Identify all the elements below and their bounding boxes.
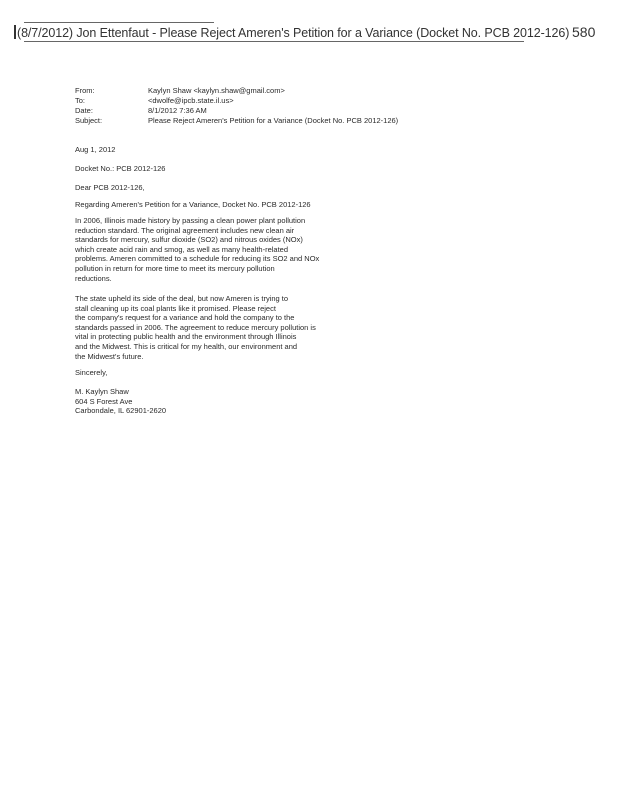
text-line: reductions. — [75, 273, 112, 283]
text-line: and the Midwest. This is critical for my health, our environment and — [75, 341, 298, 351]
document-header — [14, 25, 569, 40]
letter-date: Aug 1, 2012 — [75, 145, 116, 154]
letter-paragraph-2 — [75, 294, 345, 361]
text-line: the company's request for a variance and hold the company to the — [75, 313, 295, 323]
text-line: problems. Ameren committed to a schedule for reducing its SO2 and NOx — [75, 254, 320, 264]
signature-address: 604 S Forest Ave — [75, 396, 133, 406]
meta-date: Date: 8/1/2012 7:36 AM — [75, 106, 207, 115]
letter-paragraph-1 — [75, 216, 345, 283]
signature-city: Carbondale, IL 62901-2620 — [75, 406, 167, 416]
meta-subject: Subject: Please Reject Ameren's Petition for a Variance (Docket No. PCB 2012-126) — [75, 116, 399, 125]
text-line: The state upheld its side of the deal, but now Ameren is trying to — [75, 294, 289, 303]
letter-closing: Sincerely, — [75, 368, 108, 377]
text-line: pollution in return for more time to meet its mercury pollution — [75, 263, 275, 273]
email-meta — [75, 86, 398, 126]
letter-salutation: Dear PCB 2012-126, — [75, 183, 145, 192]
text-line: standards passed in 2006. The agreement to reduce mercury pollution is — [75, 322, 316, 332]
text-line: In 2006, Illinois made history by passing a clean power plant pollution — [75, 216, 306, 225]
letter-docket: Docket No.: PCB 2012-126 — [75, 164, 166, 173]
header-rule-bottom — [24, 41, 524, 42]
header-bar — [14, 25, 16, 39]
text-line: reduction standard. The original agreement includes new clean air — [75, 225, 295, 235]
meta-to: To: <dwolfe@ipcb.state.il.us> — [75, 96, 234, 105]
signature-name: M. Kaylyn Shaw — [75, 387, 129, 396]
text-line: stall cleaning up its coal plants like it promised. Please reject — [75, 303, 276, 313]
header-title: (8/7/2012) Jon Ettenfaut - Please Reject Ameren's Petition for a Variance (Docket No. PCB 2012-126) — [17, 26, 570, 40]
header-rule-top — [24, 22, 214, 23]
letter-subject-line: Regarding Ameren's Petition for a Variance, Docket No. PCB 2012-126 — [75, 200, 311, 209]
text-line: which create acid rain and smog, as well as many health-related — [75, 244, 289, 254]
letter-signature — [75, 387, 345, 416]
text-line: vital in protecting public health and the environment through Illinois — [75, 332, 297, 342]
text-line: standards for mercury, sulfur dioxide (SO2) and nitrous oxides (NOx) — [75, 235, 303, 245]
page-number: 580 — [572, 24, 596, 40]
meta-from: From: Kaylyn Shaw <kaylyn.shaw@gmail.com> — [75, 86, 285, 95]
text-line: the Midwest's future. — [75, 351, 144, 361]
